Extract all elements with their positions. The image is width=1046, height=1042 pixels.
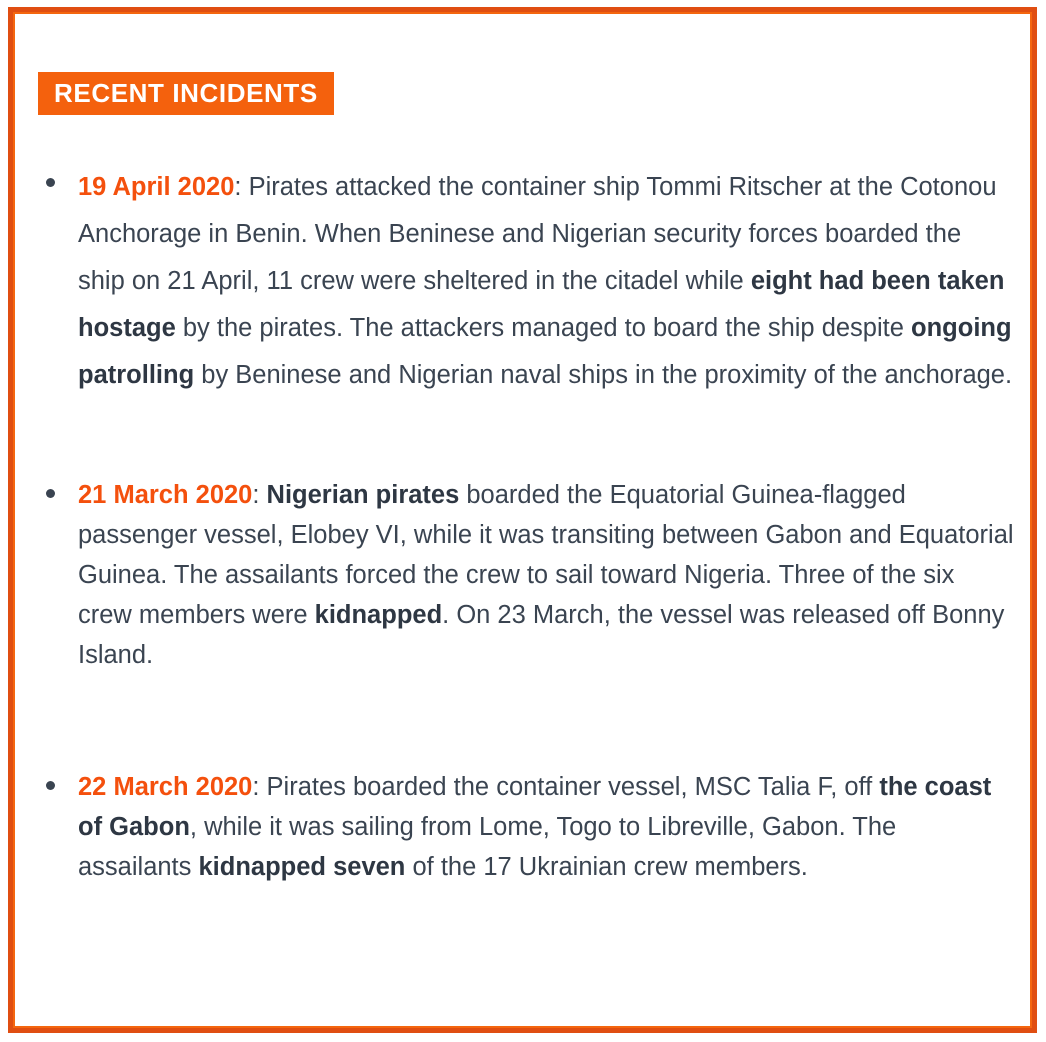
bullet-point-icon	[46, 178, 55, 187]
incident-date-separator: :	[252, 481, 267, 509]
incident-emphasis: the coast of Gabon	[78, 773, 992, 841]
incident-body-text: by the pirates. The attackers managed to board the ship despite	[175, 314, 912, 342]
incident-body-text: boarded the Equatorial Guinea-flagged passenger vessel, Elobey VI, while it was transiting between Gabon and Equatorial Guinea. The assailants forced the crew to sail toward Nigeria. Three of the six crew members were	[78, 481, 1014, 629]
incident-text	[78, 475, 1014, 675]
incident-emphasis: Nigerian pirates	[266, 481, 460, 509]
incident-item	[38, 475, 1014, 675]
incident-item	[38, 164, 1014, 399]
incident-date: 21 March 2020	[78, 481, 253, 509]
bullet-point-icon	[46, 781, 55, 790]
incident-body-text: Pirates boarded the container vessel, MSC Talia F, off	[266, 773, 880, 801]
content-area	[38, 72, 1014, 1020]
bullet-point-icon	[46, 489, 55, 498]
incident-emphasis: kidnapped seven	[198, 853, 406, 881]
recent-incidents-banner: RECENT INCIDENTS	[38, 72, 334, 115]
incident-date-separator: :	[252, 773, 267, 801]
incident-emphasis: kidnapped	[314, 601, 443, 629]
incident-body-text: . On 23 March, the vessel was released off Bonny Island.	[78, 601, 1005, 669]
incident-date: 19 April 2020	[78, 173, 235, 201]
incident-text	[78, 767, 1014, 887]
incident-item	[38, 767, 1014, 887]
incident-body-text: of the 17 Ukrainian crew members.	[405, 853, 808, 881]
incident-emphasis: eight had been taken hostage	[78, 267, 1005, 342]
incident-body-text: Pirates attacked the container ship Tommi Ritscher at the Cotonou Anchorage in Benin. When Beninese and Nigerian security forces boarded the ship on 21 April, 11 crew were sheltered in the citadel while	[78, 173, 997, 295]
incident-body-text: , while it was sailing from Lome, Togo to Libreville, Gabon. The assailants	[78, 813, 897, 881]
incident-body-text: by Beninese and Nigerian naval ships in the proximity of the anchorage.	[194, 361, 1013, 389]
orange-border-frame	[8, 7, 1037, 1033]
incident-date: 22 March 2020	[78, 773, 253, 801]
incident-text	[78, 164, 1014, 399]
incident-date-separator: :	[234, 173, 249, 201]
incident-emphasis: ongoing patrolling	[78, 314, 1012, 389]
incident-list	[38, 164, 1014, 887]
